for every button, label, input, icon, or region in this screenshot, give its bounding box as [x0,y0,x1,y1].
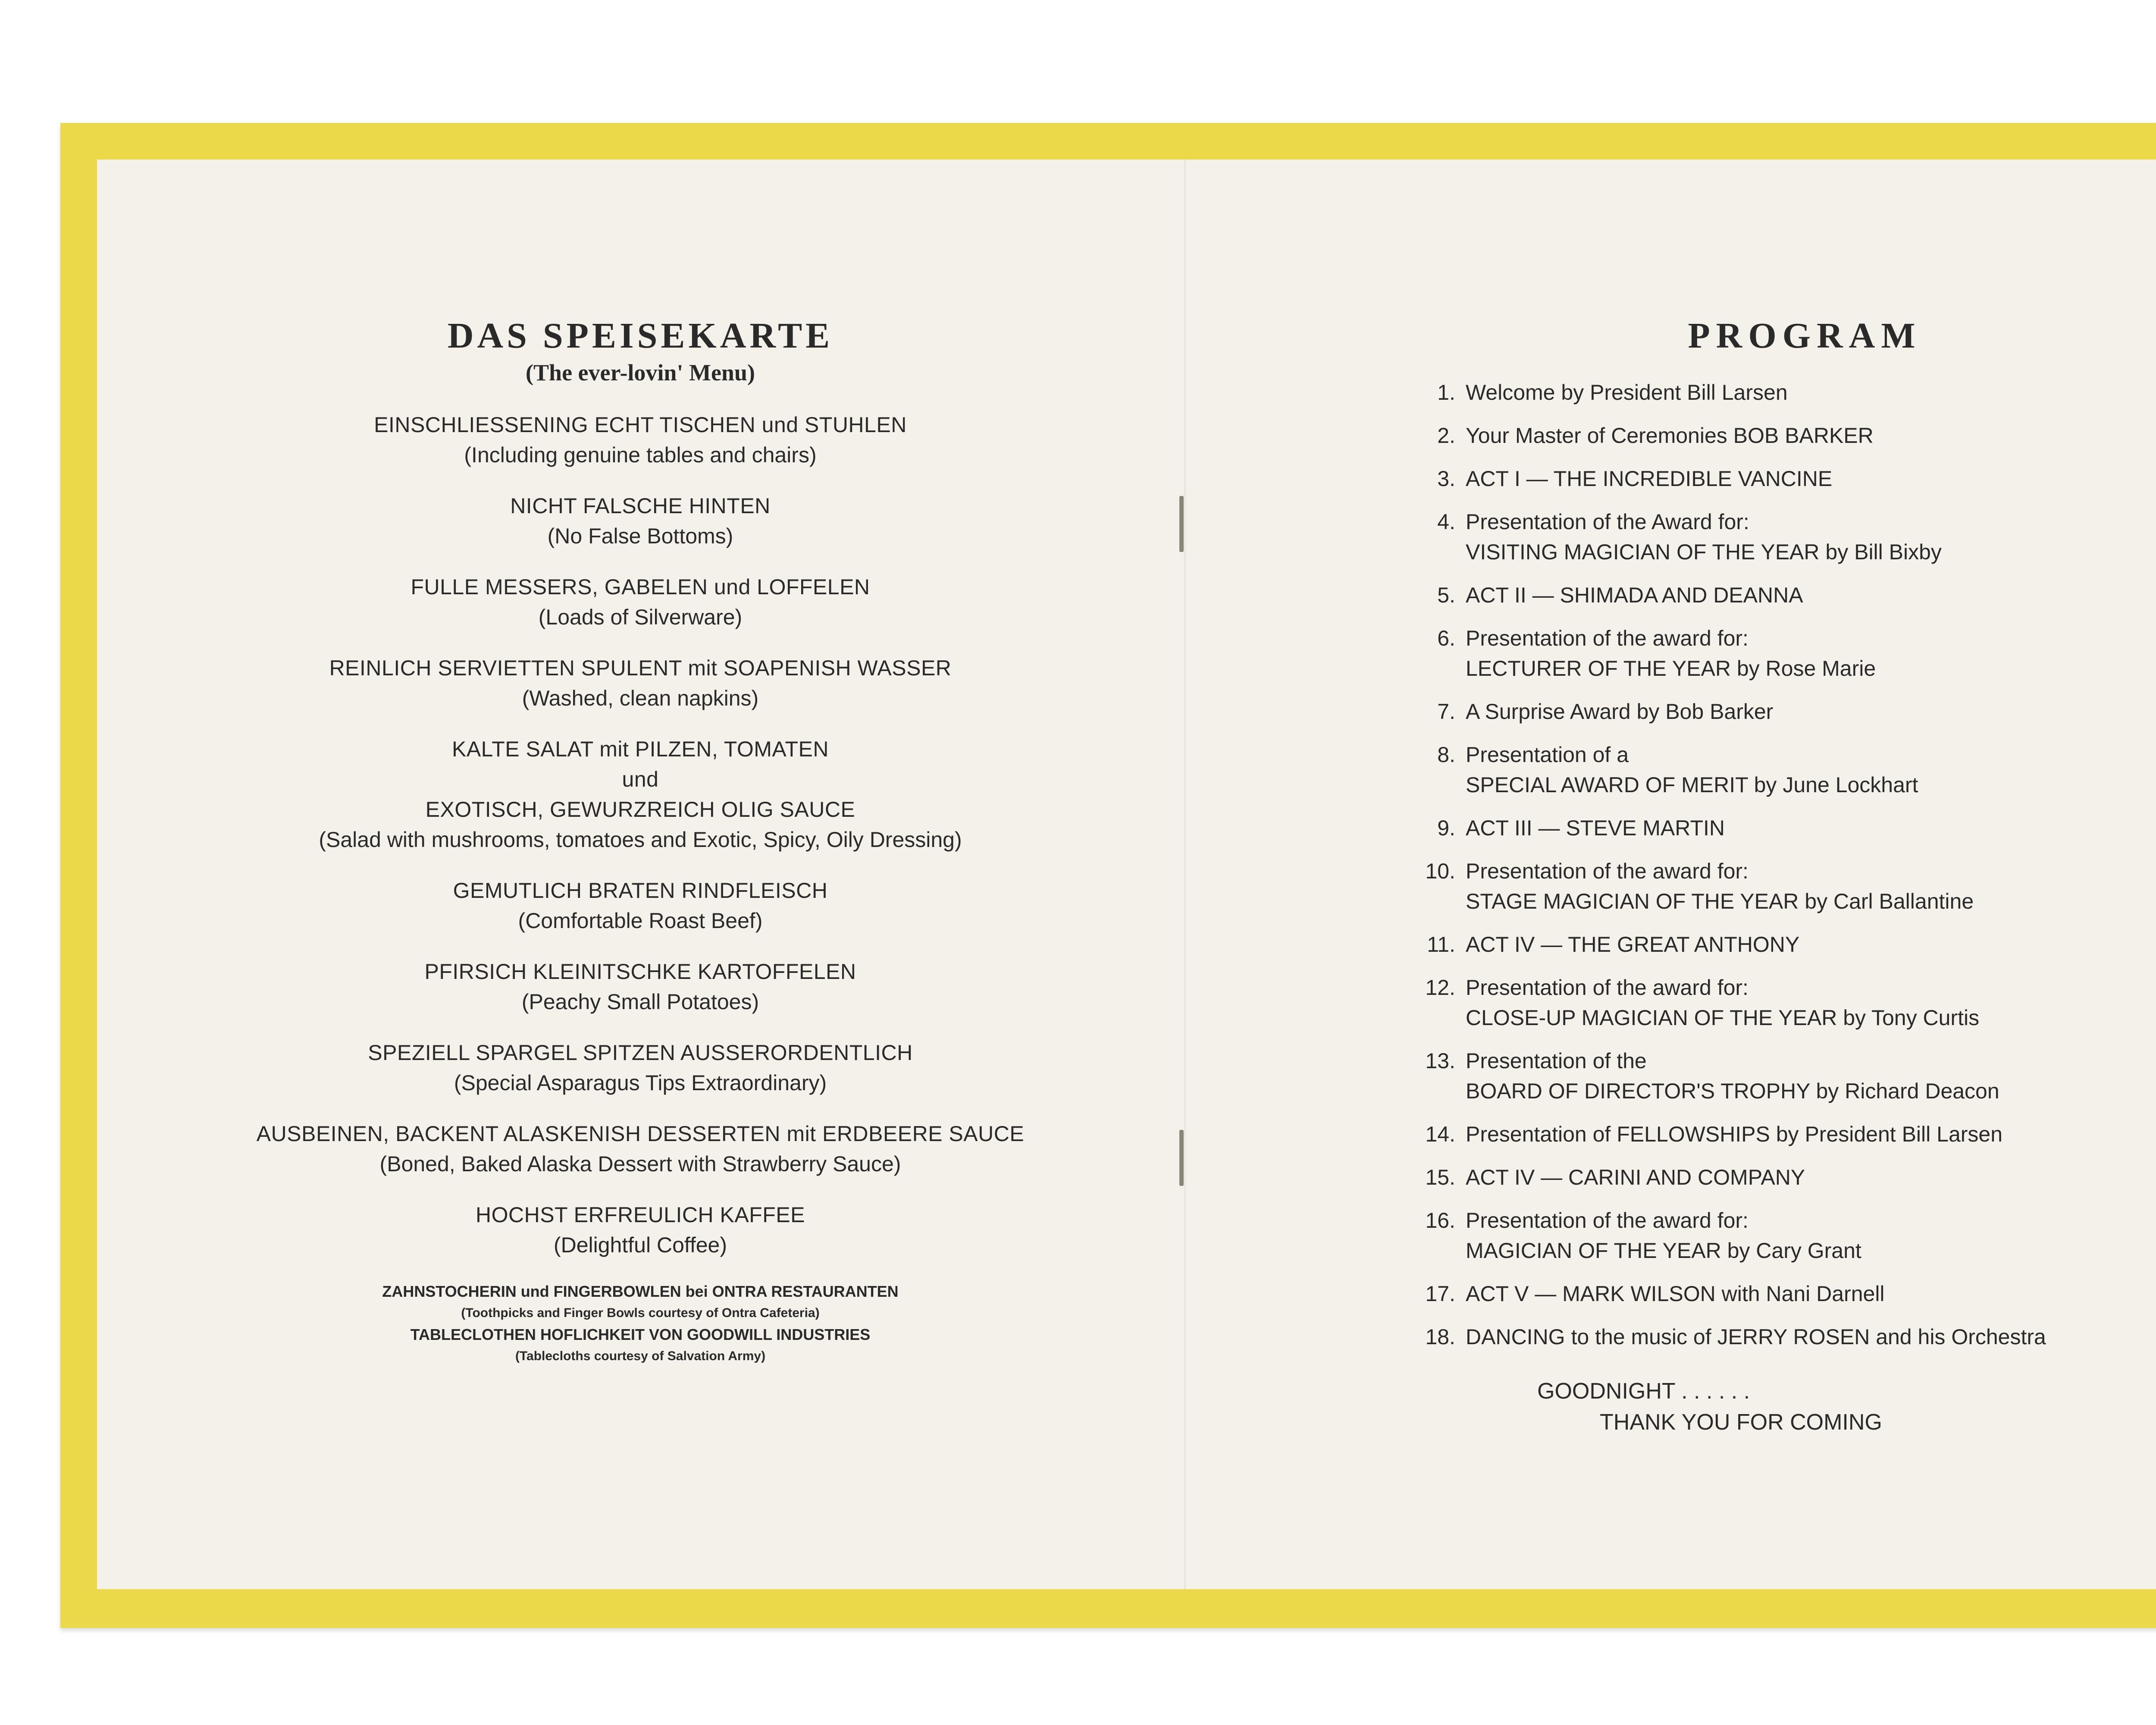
footer-german: TABLECLOTHEN HOFLICHKEIT VON GOODWILL INDUSTRIES [410,1326,871,1343]
menu-item [188,1200,1093,1260]
program-item-line: A Surprise Award by Bob Barker [1466,699,1774,724]
program-item-line: ACT IV — THE GREAT ANTHONY [1466,932,1800,957]
program-item-number: 18. [1425,1325,1455,1349]
menu-item-german: NICHT FALSCHE HINTEN [510,494,771,518]
program-item-line: ACT I — THE INCREDIBLE VANCINE [1466,467,1833,491]
program-item-line: ACT II — SHIMADA AND DEANNA [1466,583,1803,607]
program-item-number: 4. [1437,510,1455,534]
program-item [1412,1119,2156,1149]
menu-item-german: HOCHST ERFREULICH KAFFEE [476,1203,805,1227]
program-item-line: Presentation of the award for: [1466,626,1749,650]
program-item-text [1466,972,2156,1033]
menu-item [188,1038,1093,1098]
menu-item-english: (Delightful Coffee) [553,1233,727,1257]
menu-items [188,410,1093,1260]
closing-line: THANK YOU FOR COMING [1600,1410,1882,1435]
menu-item-english: (Washed, clean napkins) [522,686,759,710]
program-item-number: 17. [1425,1282,1455,1306]
program-item [1412,420,2156,451]
program-item-text [1466,696,2156,727]
program-item-number: 15. [1425,1165,1455,1189]
program-item [1412,813,2156,843]
menu-item [188,653,1093,713]
program-item [1412,696,2156,727]
program-item [1412,740,2156,800]
program-item [1412,856,2156,916]
program-item-line: LECTURER OF THE YEAR by Rose Marie [1466,656,1876,681]
menu-item-german: FULLE MESSERS, GABELEN und LOFFELEN [411,575,870,599]
program-item [1412,1162,2156,1192]
program-item-text [1466,813,2156,843]
program-item-line: Welcome by President Bill Larsen [1466,380,1788,405]
menu-item-german: GEMUTLICH BRATEN RINDFLEISCH [453,878,828,903]
program-item-text [1466,929,2156,960]
menu-item [188,1119,1093,1179]
program-title: PROGRAM [1688,316,1921,356]
menu-footer [188,1281,1093,1367]
program-item-number: 10. [1425,859,1455,883]
menu-item [188,410,1093,470]
footer-german: ZAHNSTOCHERIN und FINGERBOWLEN bei ONTRA RESTAURANTEN [382,1283,899,1300]
program-item-text [1466,377,2156,408]
program-item-text [1466,420,2156,451]
staple-top [1179,496,1184,552]
menu-item-english: (Including genuine tables and chairs) [464,443,817,467]
program-item-text [1466,1162,2156,1192]
program-item-line: ACT III — STEVE MARTIN [1466,816,1725,840]
program-item-number: 5. [1437,583,1455,607]
program-item-line: BOARD OF DIRECTOR'S TROPHY by Richard Deacon [1466,1079,1999,1103]
menu-item-english: (Peachy Small Potatoes) [521,990,759,1014]
program-item [1412,1046,2156,1106]
menu-footer-note [188,1281,1093,1324]
menu-item-german: EXOTISCH, GEWURZREICH OLIG SAUCE [425,797,856,822]
menu-item-german: KALTE SALAT mit PILZEN, TOMATEN [451,737,829,761]
program-item-number: 16. [1425,1208,1455,1233]
program-item-number: 8. [1437,743,1455,767]
program-item-line: Presentation of the award for: [1466,859,1749,883]
menu-item-english: (Loads of Silverware) [538,605,743,629]
menu-item [188,491,1093,551]
program-sheet [97,160,2156,1589]
menu-item-english: (Special Asparagus Tips Extraordinary) [454,1071,827,1095]
program-item-line: Presentation of the award for: [1466,1208,1749,1233]
footer-english: (Tablecloths courtesy of Salvation Army) [515,1349,766,1363]
program-item [1412,1205,2156,1266]
program-item-line: Presentation of the [1466,1049,1647,1073]
program-item-line: VISITING MAGICIAN OF THE YEAR by Bill Bixby [1466,540,1942,564]
program-item-text [1466,740,2156,800]
menu-item-english: (Boned, Baked Alaska Dessert with Strawberry Sauce) [379,1152,901,1176]
program-page [1412,315,2156,1438]
program-item-number: 6. [1437,626,1455,650]
footer-english: (Toothpicks and Finger Bowls courtesy of Ontra Cafeteria) [461,1306,820,1320]
program-item-number: 2. [1437,423,1455,448]
program-item-number: 11. [1427,932,1455,957]
program-item-line: Presentation of a [1466,743,1629,767]
program-item-text [1466,1205,2156,1266]
program-item [1412,929,2156,960]
program-item-text [1466,580,2156,610]
menu-item [188,957,1093,1017]
program-item-text [1466,1322,2156,1352]
program-item-text [1466,856,2156,916]
program-item-number: 9. [1437,816,1455,840]
menu-item [188,875,1093,936]
program-item-number: 13. [1425,1049,1455,1073]
program-item [1412,377,2156,408]
program-item-line: STAGE MAGICIAN OF THE YEAR by Carl Ballantine [1466,889,1974,913]
program-item-line: Presentation of the award for: [1466,975,1749,1000]
menu-item-german: AUSBEINEN, BACKENT ALASKENISH DESSERTEN mit ERDBEERE SAUCE [256,1122,1025,1146]
program-item-text [1466,464,2156,494]
program-item-number: 12. [1425,975,1455,1000]
program-item-line: CLOSE-UP MAGICIAN OF THE YEAR by Tony Curtis [1466,1006,1980,1030]
program-item-number: 1. [1437,380,1455,405]
program-item-text [1466,1046,2156,1106]
closing-message [1412,1376,2156,1438]
program-item [1412,464,2156,494]
program-item-text [1466,1119,2156,1149]
program-item-number: 14. [1425,1122,1455,1146]
menu-page [188,315,1093,1367]
menu-subtitle: (The ever-lovin' Menu) [526,360,755,386]
program-item-text [1466,1279,2156,1309]
menu-item-english: (Comfortable Roast Beef) [518,909,763,933]
program-item [1412,623,2156,684]
program-item-line: DANCING to the music of JERRY ROSEN and his Orchestra [1466,1325,2046,1349]
menu-item-english: (No False Bottoms) [547,524,733,548]
menu-item [188,572,1093,632]
program-item-text [1466,507,2156,567]
menu-item-german: PFIRSICH KLEINITSCHKE KARTOFFELEN [424,960,856,984]
program-item-line: Your Master of Ceremonies BOB BARKER [1466,423,1874,448]
program-item-number: 3. [1437,467,1455,491]
staple-bottom [1179,1130,1184,1186]
menu-title: DAS SPEISEKARTE [447,316,834,356]
menu-item [188,734,1093,855]
program-list [1412,377,2156,1352]
program-item-line: Presentation of the Award for: [1466,510,1749,534]
program-item-line: MAGICIAN OF THE YEAR by Cary Grant [1466,1239,1861,1263]
menu-item-german: und [622,767,659,791]
program-item-line: ACT IV — CARINI AND COMPANY [1466,1165,1805,1189]
program-item [1412,580,2156,610]
menu-item-german: REINLICH SERVIETTEN SPULENT mit SOAPENISH WASSER [329,656,952,680]
menu-item-german: SPEZIELL SPARGEL SPITZEN AUSSERORDENTLICH [368,1041,913,1065]
closing-line: GOODNIGHT . . . . . . [1537,1379,1750,1404]
program-item [1412,1279,2156,1309]
program-item [1412,1322,2156,1352]
menu-item-english: (Salad with mushrooms, tomatoes and Exotic, Spicy, Oily Dressing) [319,828,962,852]
program-item-line: Presentation of FELLOWSHIPS by President Bill Larsen [1466,1122,2003,1146]
program-item-line: SPECIAL AWARD OF MERIT by June Lockhart [1466,773,1918,797]
program-item-text [1466,623,2156,684]
menu-item-german: EINSCHLIESSENING ECHT TISCHEN und STUHLEN [374,413,907,437]
center-fold [1184,160,1186,1589]
program-item [1412,972,2156,1033]
program-item-number: 7. [1437,699,1455,724]
program-item-line: ACT V — MARK WILSON with Nani Darnell [1466,1282,1885,1306]
menu-footer-note [188,1324,1093,1367]
program-item [1412,507,2156,567]
